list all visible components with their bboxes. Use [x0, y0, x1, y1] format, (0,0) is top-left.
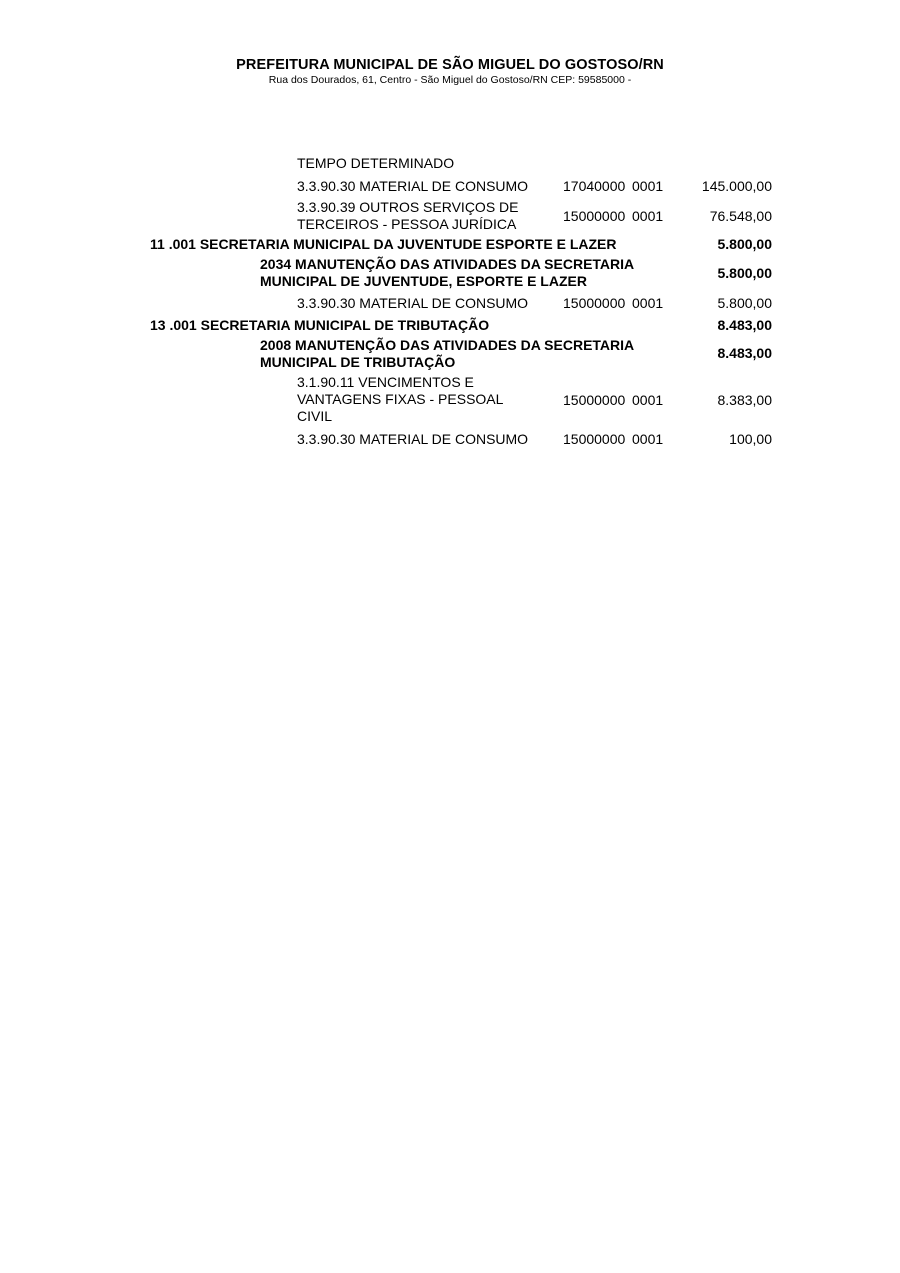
action-heading: MUNICIPAL DE JUVENTUDE, ESPORTE E LAZER: [260, 273, 587, 289]
source-code: 15000000: [563, 295, 626, 311]
row-description: CIVIL: [297, 408, 333, 424]
action-total: 8.483,00: [717, 345, 772, 361]
action-heading: MUNICIPAL DE TRIBUTAÇÃO: [260, 354, 456, 370]
row-value: 145.000,00: [701, 178, 772, 194]
department-total: 5.800,00: [717, 236, 772, 252]
row-description: 3.3.90.30 MATERIAL DE CONSUMO: [297, 295, 529, 311]
source-seq: 0001: [632, 392, 664, 408]
row-description: 3.3.90.30 MATERIAL DE CONSUMO: [297, 178, 529, 194]
row-description: 3.3.90.39 OUTROS SERVIÇOS DE: [297, 199, 519, 215]
action-total: 5.800,00: [717, 265, 772, 281]
source-code: 15000000: [563, 208, 626, 224]
source-code: 15000000: [563, 431, 626, 447]
document-address: Rua dos Dourados, 61, Centro - São Miguel do Gostoso/RN CEP: 59585000 -: [268, 74, 632, 86]
row-description: 3.1.90.11 VENCIMENTOS E: [297, 374, 474, 390]
row-value: 100,00: [729, 431, 772, 447]
department-total: 8.483,00: [717, 317, 772, 333]
row-description: TEMPO DETERMINADO: [297, 155, 455, 171]
row-description: TERCEIROS - PESSOA JURÍDICA: [297, 216, 517, 232]
source-seq: 0001: [632, 295, 664, 311]
source-seq: 0001: [632, 431, 664, 447]
document-header: [0, 57, 900, 87]
row-value: 76.548,00: [709, 208, 772, 224]
row-description: VANTAGENS FIXAS - PESSOAL: [297, 391, 504, 407]
source-code: 15000000: [563, 392, 626, 408]
row-value: 8.383,00: [717, 392, 772, 408]
document-title: PREFEITURA MUNICIPAL DE SÃO MIGUEL DO GOSTOSO/RN: [236, 57, 664, 73]
row-value: 5.800,00: [717, 295, 772, 311]
source-code: 17040000: [563, 178, 626, 194]
source-seq: 0001: [632, 178, 664, 194]
source-seq: 0001: [632, 208, 664, 224]
department-heading: 11 .001 SECRETARIA MUNICIPAL DA JUVENTUDE ESPORTE E LAZER: [150, 236, 617, 252]
row-description: 3.3.90.30 MATERIAL DE CONSUMO: [297, 431, 529, 447]
action-heading: 2034 MANUTENÇÃO DAS ATIVIDADES DA SECRETARIA: [260, 256, 635, 272]
department-heading: 13 .001 SECRETARIA MUNICIPAL DE TRIBUTAÇÃO: [150, 317, 490, 333]
action-heading: 2008 MANUTENÇÃO DAS ATIVIDADES DA SECRETARIA: [260, 337, 635, 353]
